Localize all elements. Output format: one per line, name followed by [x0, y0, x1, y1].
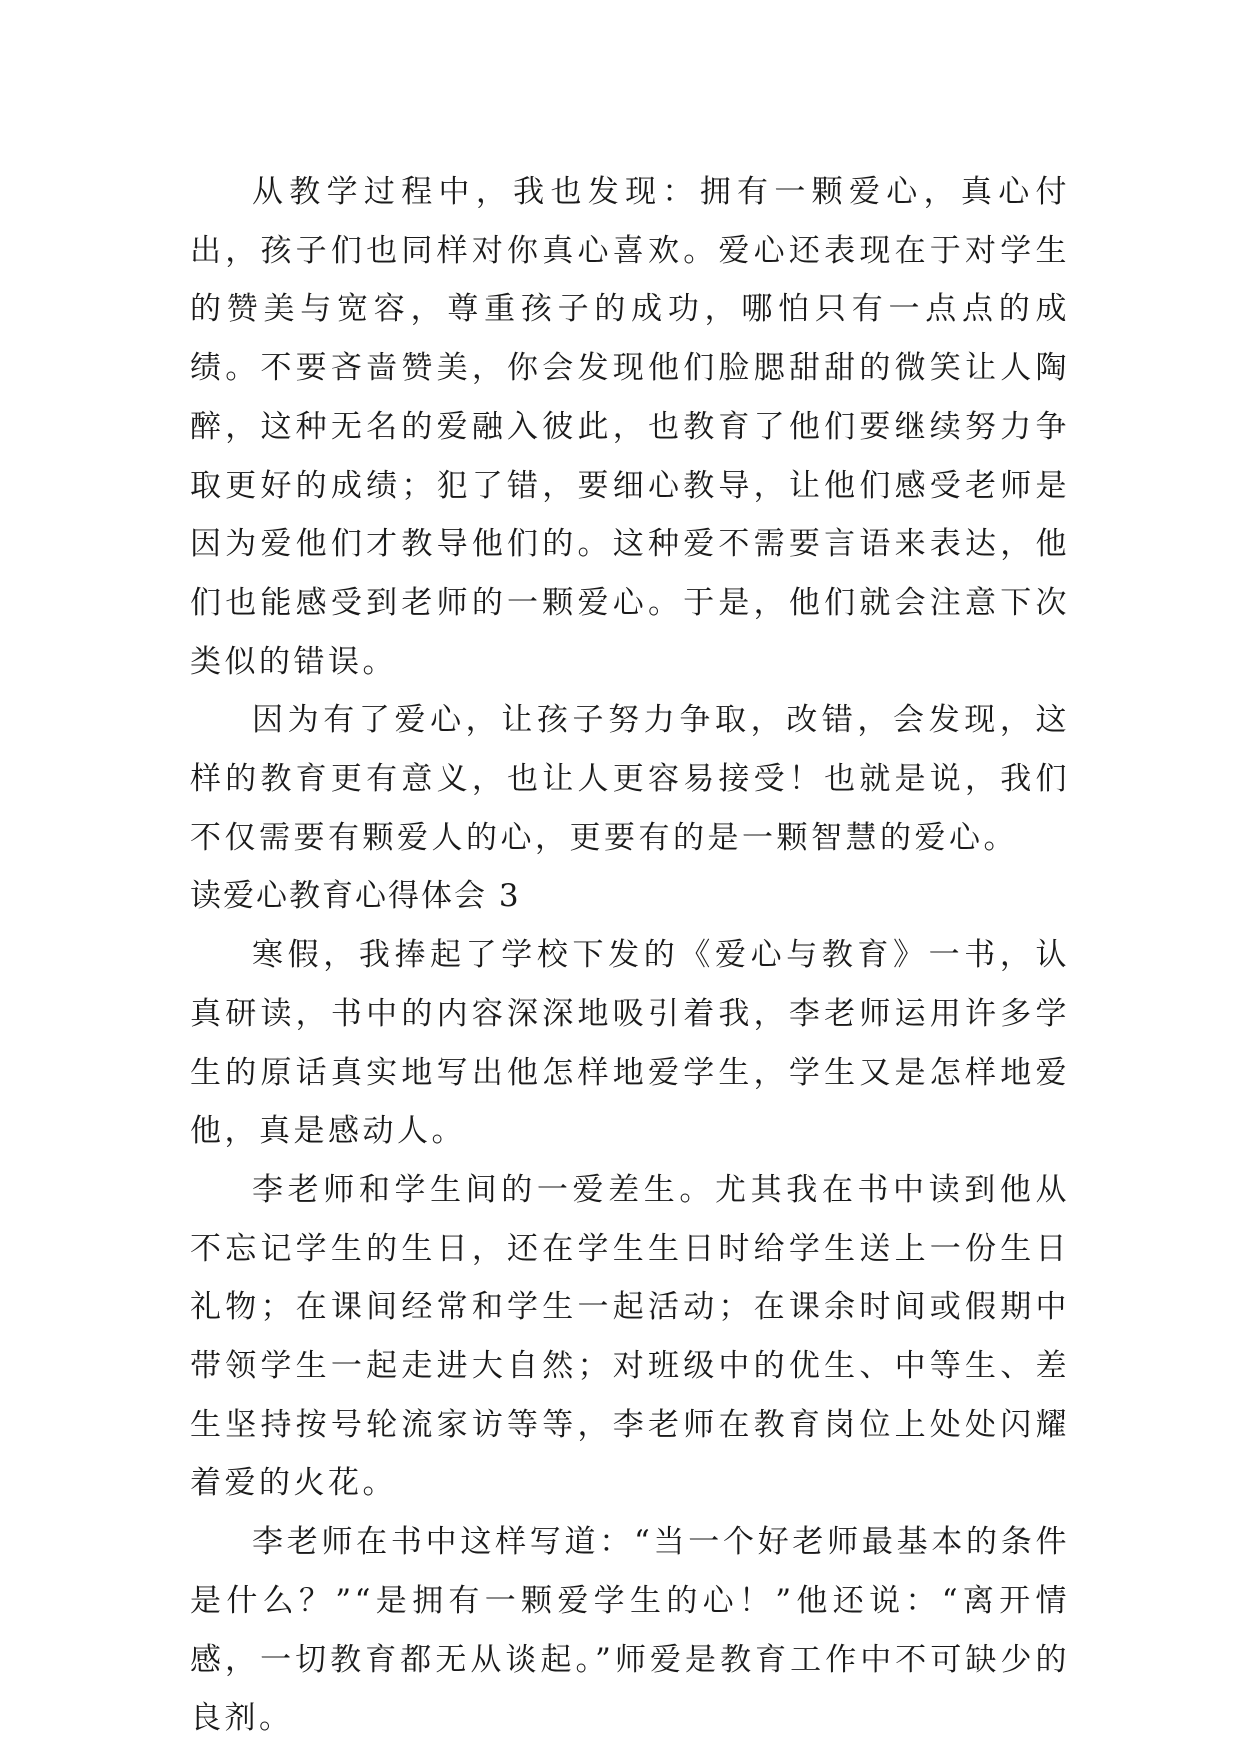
paragraph: 寒假，我捧起了学校下发的《爱心与教育》一书，认真研读，书中的内容深深地吸引着我，李老师运用许多学生的原话真实地写出他怎样地爱学生，学生又是怎样地爱他，真是感动人。 [190, 937, 1070, 1150]
paragraph: 李老师在书中这样写道：“当一个好老师最基本的条件是什么？”“是拥有一颗爱学生的心！”他还说：“离开情感，一切教育都无从谈起。”师爱是教育工作中不可缺少的良剂。 [190, 1524, 1070, 1737]
paragraph: 从教学过程中，我也发现：拥有一颗爱心，真心付出，孩子们也同样对你真心喜欢。爱心还表现在于对学生的赞美与宽容，尊重孩子的成功，哪怕只有一点点的成绩。不要吝啬赞美，你会发现他们脸腮甜甜的微笑让人陶醉，这种无名的爱融入彼此，也教育了他们要继续努力争取更好的成绩；犯了错，要细心教导，让他们感受老师是因为爱他们才教导他们的。这种爱不需要言语来表达，他们也能感受到老师的一颗爱心。于是，他们就会注意下次类似的错误。 [190, 174, 1070, 680]
document-body [190, 163, 1070, 1748]
section-heading: 读爱心教育心得体会 3 [190, 878, 521, 915]
paragraph: 因为有了爱心，让孩子努力争取，改错，会发现，这样的教育更有意义，也让人更容易接受！也就是说，我们不仅需要有颗爱人的心，更要有的是一颗智慧的爱心。 [190, 702, 1070, 856]
paragraph: 李老师和学生间的一爱差生。尤其我在书中读到他从不忘记学生的生日，还在学生生日时给学生送上一份生日礼物；在课间经常和学生一起活动；在课余时间或假期中带领学生一起走进大自然；对班级中的优生、中等生、差生坚持按号轮流家访等等，李老师在教育岗位上处处闪耀着爱的火花。 [190, 1171, 1070, 1502]
